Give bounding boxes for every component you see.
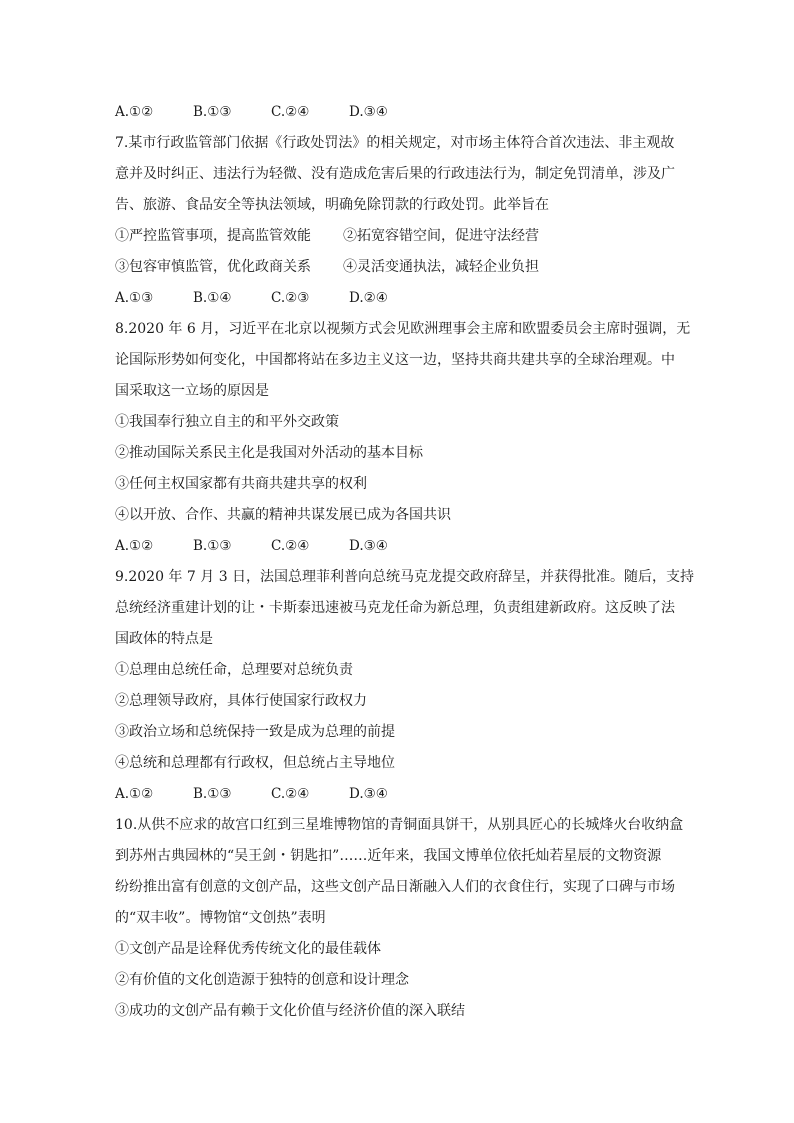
q8-option-c[interactable]: C.②④ [271, 538, 310, 554]
q7-statement-2: ②拓宽容错空间，促进守法经营 [343, 228, 539, 244]
q6-option-d[interactable]: D.③④ [349, 104, 388, 120]
q7-statement-4: ④灵活变通执法，减轻企业负担 [343, 259, 539, 275]
q10-stem-line: 的“双丰收”。博物馆“文创热”表明 [115, 910, 326, 926]
q7-options [115, 283, 685, 314]
q8-statement-3: ③任何主权国家都有共商共建共享的权利 [115, 476, 367, 492]
q8-statement-2: ②推动国际关系民主化是我国对外活动的基本目标 [115, 445, 423, 461]
q9-option-a[interactable]: A.①② [115, 786, 154, 802]
q10-stem-line: 10.从供不应求的故宫口红到三星堆博物馆的青铜面具饼干，从别具匠心的长城烽火台收纳盒 [115, 817, 684, 833]
question-9 [115, 562, 695, 810]
q8-stem-line: 8.2020 年 6 月，习近平在北京以视频方式会见欧洲理事会主席和欧盟委员会主席时强调，无 [115, 321, 691, 337]
q7-option-b[interactable]: B.①④ [193, 290, 232, 306]
q7-statement-row [115, 252, 685, 283]
q10-statement-2: ②有价值的文化创造源于独特的创意和设计理念 [115, 972, 409, 988]
q9-statement-3: ③政治立场和总统保持一致是成为总理的前提 [115, 724, 395, 740]
q9-stem-line: 9.2020 年 7 月 3 日，法国总理菲利普向总统马克龙提交政府辞呈，并获得批准。随后，支持 [115, 569, 695, 585]
q7-option-d[interactable]: D.②④ [349, 290, 388, 306]
q6-option-a[interactable]: A.①② [115, 104, 154, 120]
q8-option-d[interactable]: D.③④ [349, 538, 388, 554]
q6-option-b[interactable]: B.①③ [193, 104, 232, 120]
q6-options [115, 97, 685, 128]
q10-statement-3: ③成功的文创产品有赖于文化价值与经济价值的深入联结 [115, 1003, 465, 1019]
question-7 [115, 128, 685, 314]
q7-option-a[interactable]: A.①③ [115, 290, 154, 306]
q9-statement-2: ②总理领导政府，具体行使国家行政权力 [115, 693, 367, 709]
q8-stem-line: 论国际形势如何变化，中国都将站在多边主义这一边，坚持共商共建共享的全球治理观。中 [115, 352, 675, 368]
q8-option-b[interactable]: B.①③ [193, 538, 232, 554]
q8-options [115, 531, 685, 562]
q9-option-d[interactable]: D.③④ [349, 786, 388, 802]
q9-option-c[interactable]: C.②④ [271, 786, 310, 802]
q7-statement-3: ③包容审慎监管，优化政商关系 [115, 259, 311, 275]
q9-stem-line: 国政体的特点是 [115, 631, 213, 647]
question-8 [115, 314, 691, 562]
q6-option-c[interactable]: C.②④ [271, 104, 310, 120]
q7-option-c[interactable]: C.②③ [271, 290, 310, 306]
q8-stem-line: 国采取这一立场的原因是 [115, 383, 269, 399]
q7-stem-line: 告、旅游、食品安全等执法领域，明确免除罚款的行政处罚。此举旨在 [115, 197, 549, 213]
q7-stem-line: 意并及时纠正、违法行为轻微、没有造成危害后果的行政违法行为，制定免罚清单，涉及广 [115, 166, 675, 182]
question-10 [115, 810, 685, 1027]
q7-statement-1: ①严控监管事项，提高监管效能 [115, 228, 311, 244]
exam-page [115, 97, 695, 1027]
q10-stem-line: 到苏州古典园林的“吴王剑・钥匙扣”……近年来，我国文博单位依托灿若星辰的文物资源 [115, 848, 662, 864]
q7-statement-row [115, 221, 685, 252]
q8-option-a[interactable]: A.①② [115, 538, 154, 554]
q8-statement-4: ④以开放、合作、共赢的精神共谋发展已成为各国共识 [115, 507, 451, 523]
q7-stem-line: 7.某市行政监管部门依据《行政处罚法》的相关规定，对市场主体符合首次违法、非主观故 [115, 135, 675, 151]
q9-stem-line: 总统经济重建计划的让・卡斯泰迅速被马克龙任命为新总理，负责组建新政府。这反映了法 [115, 600, 675, 616]
q8-statement-1: ①我国奉行独立自主的和平外交政策 [115, 414, 339, 430]
q10-stem-line: 纷纷推出富有创意的文创产品，这些文创产品日渐融入人们的衣食住行，实现了口碑与市场 [115, 879, 675, 895]
q9-statement-1: ①总理由总统任命，总理要对总统负责 [115, 662, 353, 678]
q9-options [115, 779, 685, 810]
q9-option-b[interactable]: B.①③ [193, 786, 232, 802]
q9-statement-4: ④总统和总理都有行政权，但总统占主导地位 [115, 755, 395, 771]
q10-statement-1: ①文创产品是诠释优秀传统文化的最佳载体 [115, 941, 381, 957]
